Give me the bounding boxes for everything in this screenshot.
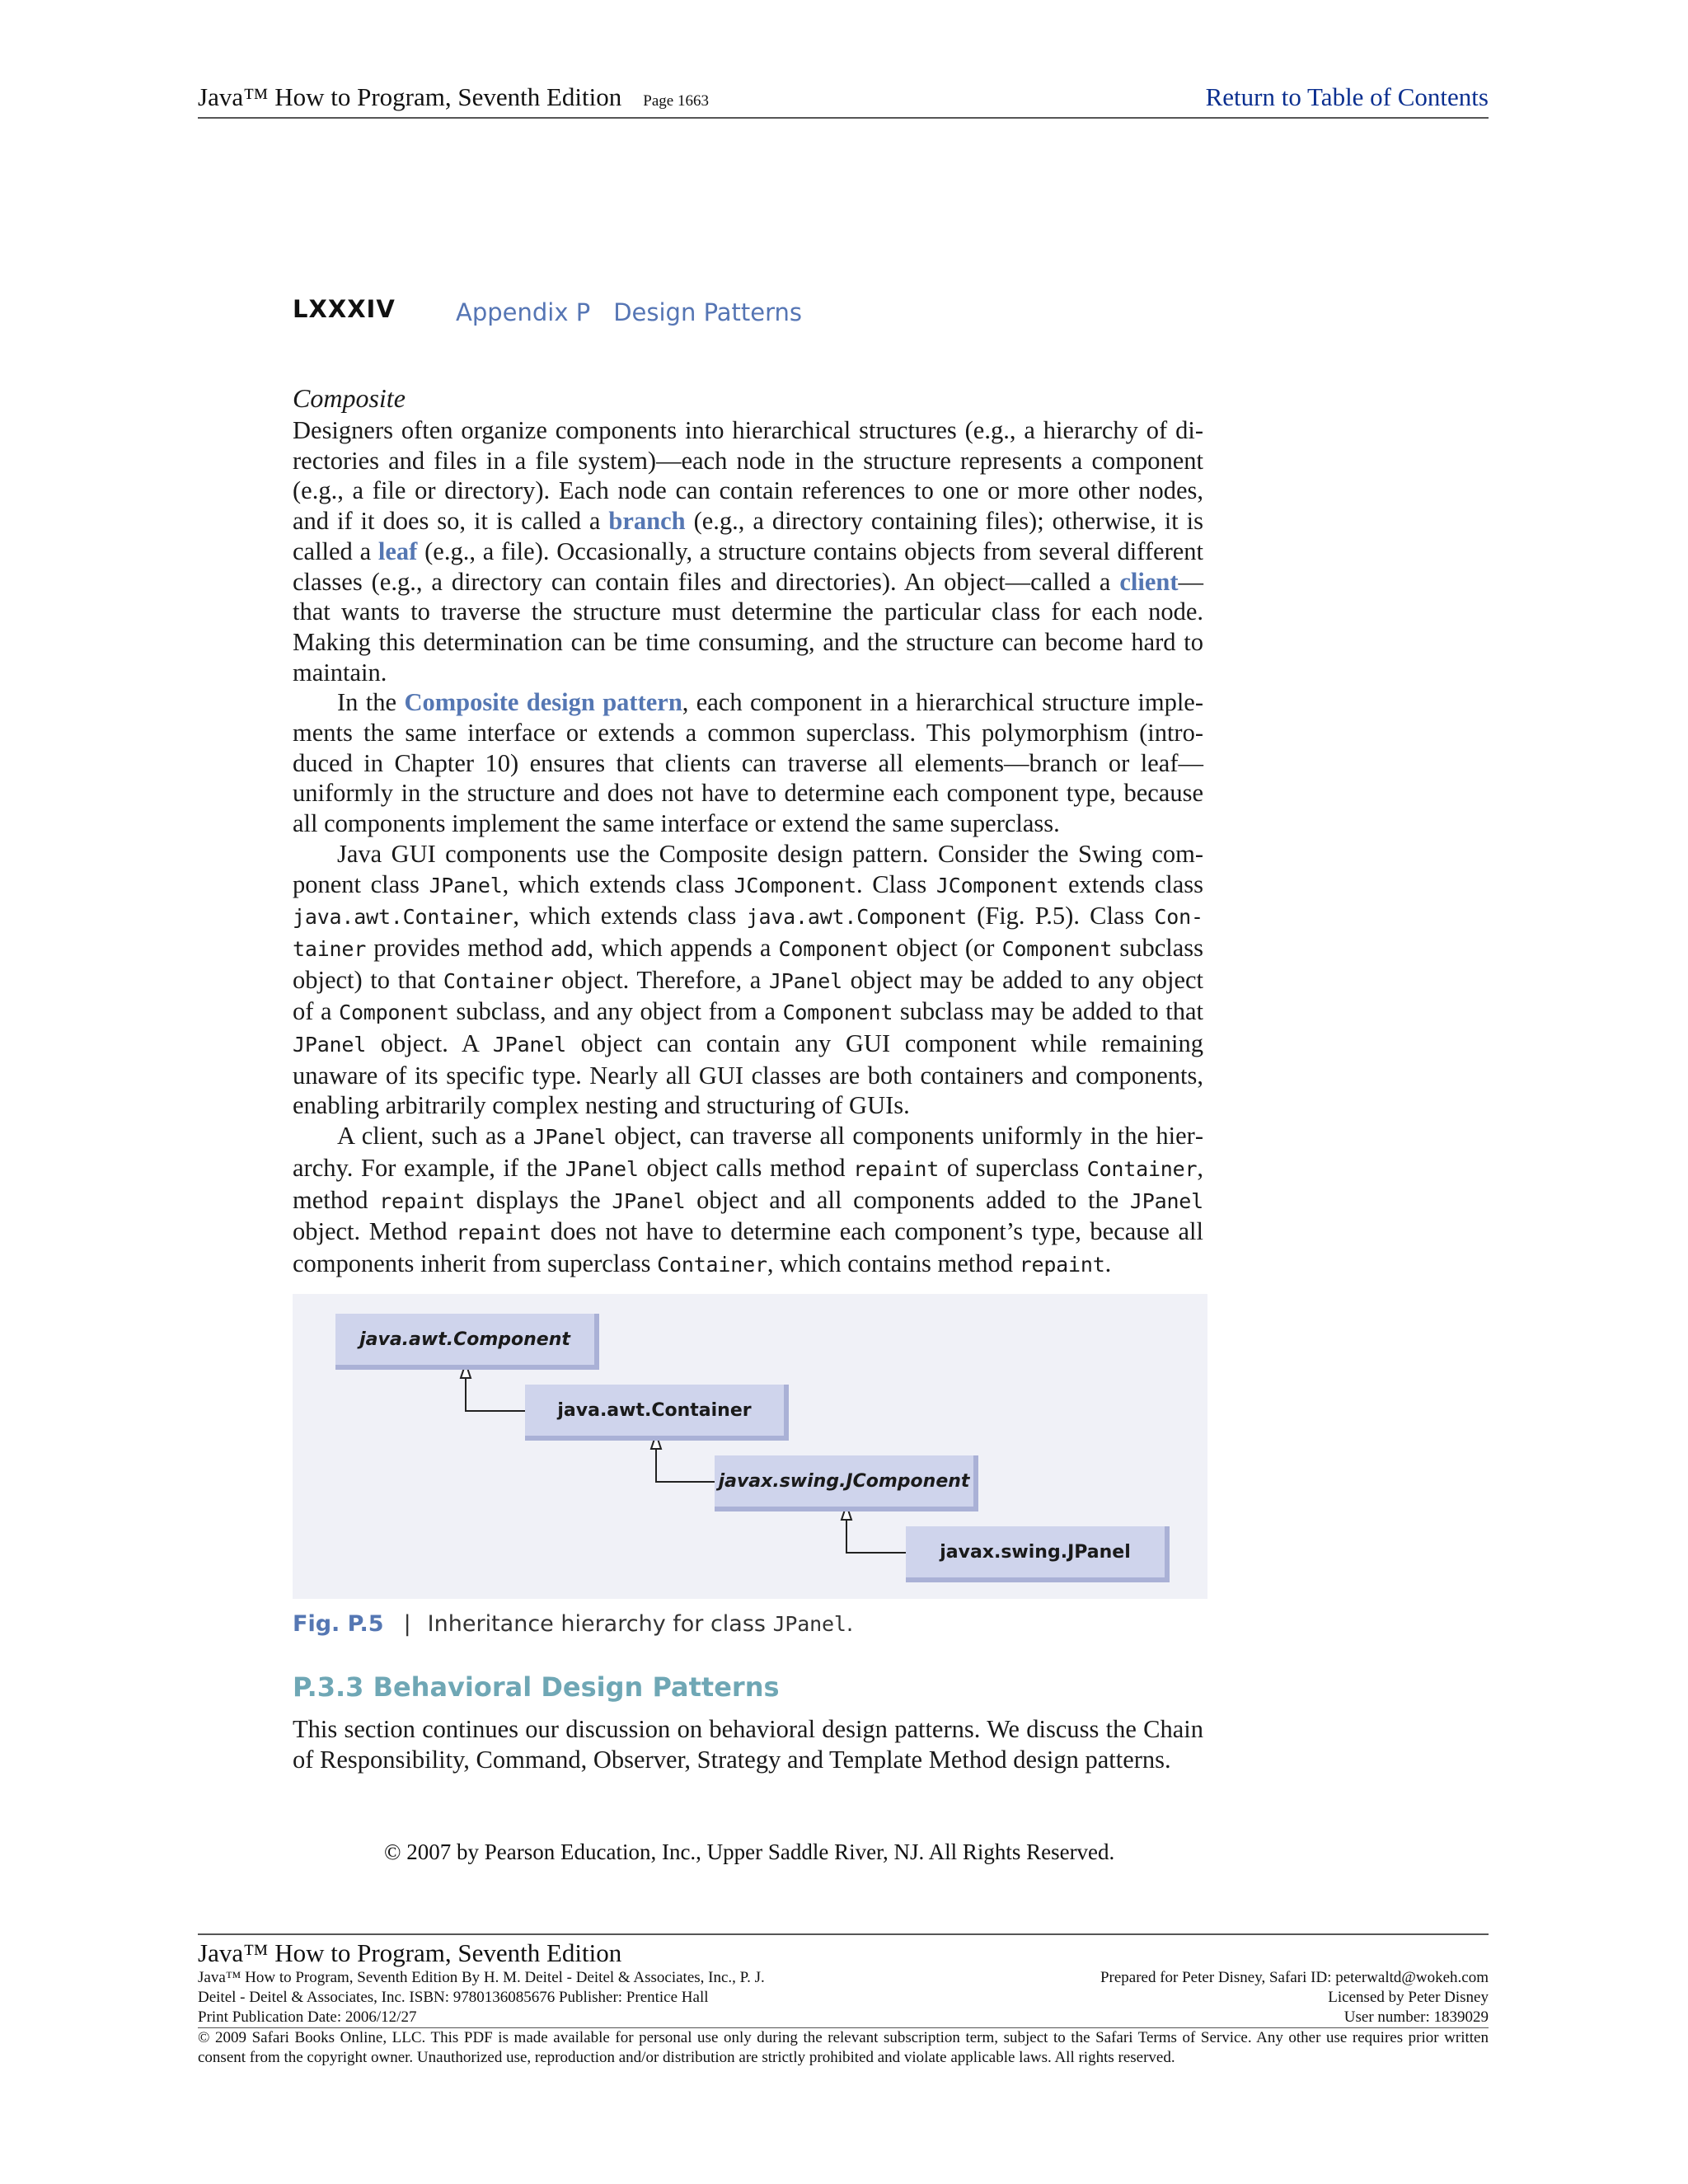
code-term: JPanel xyxy=(293,1033,367,1057)
code-term: Component xyxy=(778,936,889,961)
book-title-text: Java™ How to Program, Seventh Edition xyxy=(198,82,622,111)
running-head xyxy=(293,295,803,331)
term-client: client xyxy=(1119,567,1179,596)
body-column xyxy=(293,381,1203,1281)
code-term: JPanel xyxy=(429,873,503,898)
footer-isbn-line: Deitel - Deitel & Associates, Inc. ISBN: 9780136085676 Publisher: Prentice Hall xyxy=(198,1989,709,2006)
class-box-jcomponent: javax.swing.JComponent xyxy=(715,1455,978,1511)
appendix-label: Appendix P xyxy=(456,298,591,326)
paragraph-4: A client, such as a JPanel object, can traverse all components uniformly in the hierarchy. For example, if the JPanel object calls method repaint of superclass Container, method repaint displays the JPanel object and all components added to the JPanel object. Method repaint does not have to determine each component’s type, because all components inherit from superclass Container, which contains method repaint. xyxy=(293,1122,1203,1277)
code-term: JComponent xyxy=(935,873,1059,898)
code-term: JComponent xyxy=(734,873,856,898)
footer-print-date: Print Publication Date: 2006/12/27 xyxy=(198,2008,417,2026)
footer-licensed-by: Licensed by Peter Disney xyxy=(1328,1989,1489,2006)
header-page-number: Page 1663 xyxy=(643,92,709,110)
code-term: JPanel xyxy=(612,1188,686,1213)
inheritance-diagram xyxy=(293,1294,1207,1599)
term-branch: branch xyxy=(608,507,686,536)
code-term: JPanel xyxy=(492,1033,566,1057)
header-book-title xyxy=(198,82,709,112)
composite-heading: Composite xyxy=(293,383,406,413)
footer-legal: © 2009 Safari Books Online, LLC. This PDF is made available for personal use only during the relevant subscription term, subject to the Safari Terms of Service. Any other use requires prior written consent from the copyright owner. Unauthorized use, reproduction and/or distribution are strictly prohibited and violate applicable laws. All rights reserved. xyxy=(198,2029,1489,2066)
running-head-appendix xyxy=(456,298,802,326)
code-term: Container xyxy=(657,1252,767,1277)
code-term: Container xyxy=(1086,1156,1198,1181)
code-term: Container xyxy=(443,968,554,993)
caption-text: Inheritance hierarchy for class xyxy=(427,1611,773,1637)
footer-row xyxy=(198,1988,1489,2008)
code-term: add xyxy=(550,936,588,961)
code-term: JPanel xyxy=(1129,1188,1203,1213)
term-composite-pattern: Composite design pattern xyxy=(404,688,682,717)
footer-row xyxy=(198,1968,1489,1988)
class-box-component: java.awt.Component xyxy=(335,1314,599,1370)
code-term: Component xyxy=(339,1001,449,1025)
code-term: JPanel xyxy=(768,968,842,993)
page-folio: LXXXIV xyxy=(293,295,396,323)
paragraph-1: Designers often organize components into hierarchical structures (e.g., a hierarchy of directories and files in a file system)—each node in the structure represents a component (e.g., a file or directory). Each node can contain references to one or more other nodes, and if it does so, it is called a branch (e.g., a directory containing files); otherwise, it is called a leaf (e.g., a file). Occasionally, a structure contains objects from several different classes (e.g., a directory can contain files and directories). An object—called a client—that wants to traverse the structure must determine the particular class for each node. Making this determination can be time consuming, and the structure can become hard to maintain. xyxy=(293,416,1203,687)
footer-author-line: Java™ How to Program, Seventh Edition By H. M. Deitel - Deitel & Associates, Inc., P. J. xyxy=(198,1969,765,1986)
code-term: repaint xyxy=(379,1188,466,1213)
code-term: Component xyxy=(782,1001,893,1025)
class-box-container: java.awt.Container xyxy=(525,1385,789,1441)
paragraph-3: Java GUI components use the Composite design pattern. Consider the Swing component class JPanel, which extends class JComponent. Class JComponent extends class java.awt.Container, which extends class java.awt.Component (Fig. P.5). Class Container provides method add, which appends a Component object (or Component subclass object) to that Container object. Therefore, a JPanel object may be added to any object of a Component subclass, and any object from a Component subclass may be added to that JPanel object. A JPanel object can contain any GUI component while remaining unaware of its specific type. Nearly all GUI classes are both containers and components, enabling arbitrarily complex nesting and structuring of GUIs. xyxy=(293,839,1203,1120)
figure-caption: Fig. P.5 | Inheritance hierarchy for class JPanel. xyxy=(293,1611,854,1637)
footer-title: Java™ How to Program, Seventh Edition xyxy=(198,1938,622,1967)
code-term: Container xyxy=(293,905,1203,961)
footer-user-number: User number: 1839029 xyxy=(1343,2008,1489,2026)
term-leaf: leaf xyxy=(377,537,418,565)
figure-label: Fig. P.5 xyxy=(293,1611,384,1637)
top-header xyxy=(198,76,1489,119)
section-heading: P.3.3 Behavioral Design Patterns xyxy=(293,1671,780,1703)
footer xyxy=(198,1933,1489,2068)
code-term: Component xyxy=(1001,936,1113,961)
return-to-toc-link[interactable]: Return to Table of Contents xyxy=(1205,82,1489,111)
chapter-title: Design Patterns xyxy=(613,298,803,326)
code-term: repaint xyxy=(853,1156,940,1181)
code-term: JPanel xyxy=(565,1156,639,1181)
class-box-jpanel: javax.swing.JPanel xyxy=(906,1526,1170,1582)
paragraph-2: In the Composite design pattern, each component in a hierarchical structure implements the same interface or extends a common superclass. This polymorphism (introduced in Chapter 10) ensures that clients can traverse all elements—branch or leaf—uniformly in the structure and does not have to determine each component type, because all components implement the same interface or extend the same superclass. xyxy=(293,688,1204,838)
code-term: repaint xyxy=(1019,1252,1105,1277)
caption-code: JPanel xyxy=(772,1612,846,1636)
code-term: java.awt.Container xyxy=(293,905,513,930)
copyright-line: © 2007 by Pearson Education, Inc., Upper Saddle River, NJ. All Rights Reserved. xyxy=(384,1840,1115,1864)
code-term: JPanel xyxy=(532,1125,607,1150)
footer-row xyxy=(198,2008,1489,2028)
section-body: This section continues our discussion on behavioral design patterns. We discuss the Chain of Responsibility, Command, Observer, Strategy and Template Method design patterns. xyxy=(293,1715,1203,1774)
footer-prepared-for: Prepared for Peter Disney, Safari ID: peterwaltd@wokeh.com xyxy=(1100,1969,1489,1986)
code-term: java.awt.Component xyxy=(746,905,967,930)
code-term: repaint xyxy=(456,1221,542,1245)
